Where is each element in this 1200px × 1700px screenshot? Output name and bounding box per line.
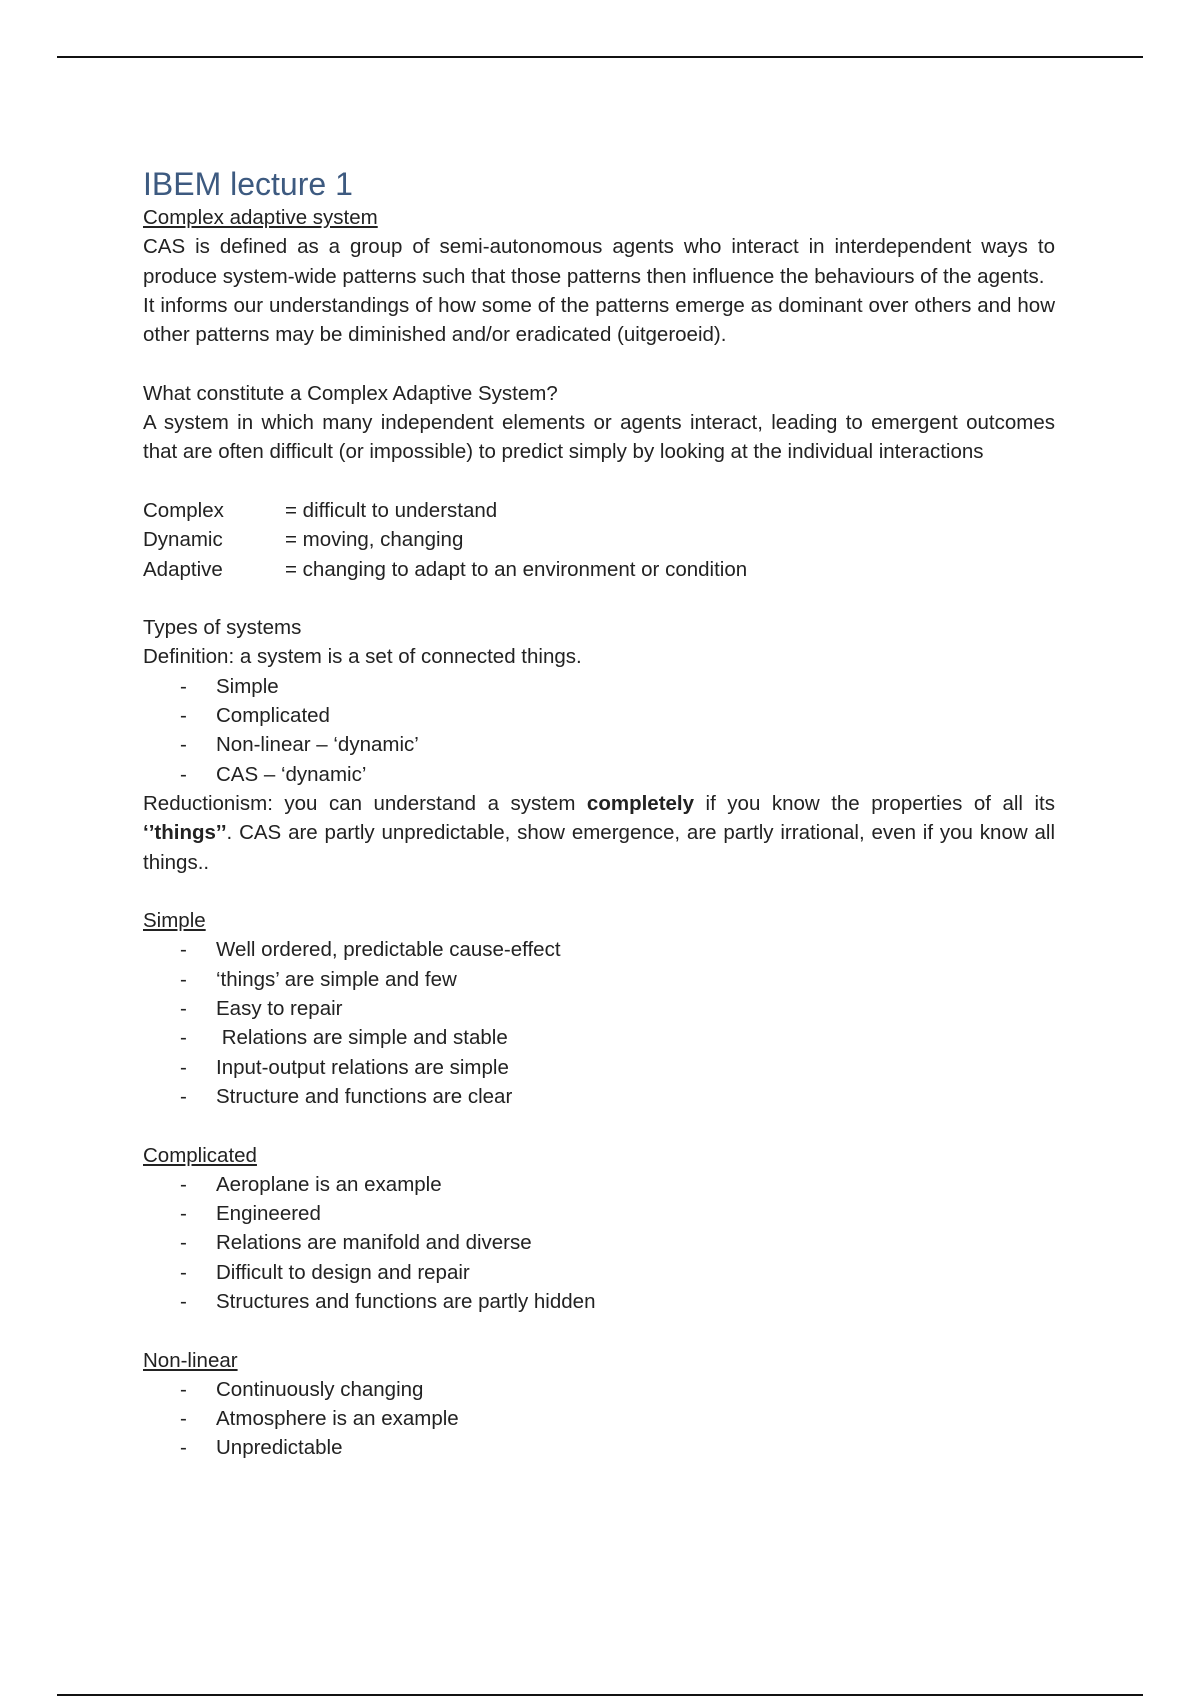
header-rule — [57, 56, 1143, 58]
footer-rule — [57, 1694, 1143, 1696]
cas-paragraph-1: CAS is defined as a group of semi-autonomous agents who interact in interdependent ways to produce system-wide patterns such that those patterns then influence the behaviours of the agents. — [143, 235, 1055, 288]
spacer — [143, 467, 1055, 496]
spacer — [143, 1316, 1055, 1345]
list-item: - Simple — [143, 672, 1055, 701]
definition-term: Dynamic — [143, 528, 223, 552]
types-list — [143, 672, 1055, 789]
list-item: - Aeroplane is an example — [143, 1170, 1055, 1199]
list-item: - Atmosphere is an example — [143, 1404, 1055, 1433]
definition-meaning: = changing to adapt to an environment or condition — [285, 557, 748, 581]
list-item: - CAS – ‘dynamic’ — [143, 760, 1055, 789]
complicated-list — [143, 1170, 1055, 1316]
spacer — [143, 877, 1055, 906]
definition-row — [143, 555, 1055, 584]
list-item: - Structure and functions are clear — [143, 1082, 1055, 1111]
types-definition: Definition: a system is a set of connected things. — [143, 645, 582, 669]
list-item: - Engineered — [143, 1199, 1055, 1228]
nonlinear-heading: Non-linear — [143, 1348, 238, 1372]
reductionism-text: if you know the properties of all its — [694, 791, 1055, 815]
definition-row — [143, 496, 1055, 525]
document-page — [143, 165, 1055, 1463]
list-item: - Relations are simple and stable — [143, 1023, 1055, 1052]
list-item: - Difficult to design and repair — [143, 1258, 1055, 1287]
reductionism-quote-close: ’’ — [215, 821, 227, 845]
spacer — [143, 1111, 1055, 1140]
simple-list — [143, 935, 1055, 1111]
list-item: - Well ordered, predictable cause-effect — [143, 935, 1055, 964]
complicated-heading: Complicated — [143, 1143, 257, 1167]
definition-term: Complex — [143, 498, 224, 522]
reductionism-paragraph — [143, 789, 1055, 877]
spacer — [143, 584, 1055, 613]
list-item: - Easy to repair — [143, 994, 1055, 1023]
simple-heading: Simple — [143, 909, 206, 933]
list-item: - Relations are manifold and diverse — [143, 1228, 1055, 1257]
spacer — [143, 349, 1055, 378]
list-item: - Complicated — [143, 701, 1055, 730]
list-item: - Non-linear – ‘dynamic’ — [143, 730, 1055, 759]
cas-heading: Complex adaptive system — [143, 206, 378, 229]
list-item: - Continuously changing — [143, 1375, 1055, 1404]
list-item: - Unpredictable — [143, 1433, 1055, 1462]
reductionism-emphasis: things — [154, 821, 216, 845]
reductionism-quote-open: ‘’ — [143, 821, 155, 845]
document-title: IBEM lecture 1 — [143, 166, 353, 202]
definition-list — [143, 496, 1055, 584]
reductionism-text: Reductionism: you can understand a system — [143, 791, 587, 815]
list-item: - Input-output relations are simple — [143, 1053, 1055, 1082]
reductionism-emphasis: completely — [586, 791, 695, 815]
definition-term: Adaptive — [143, 557, 223, 581]
list-item: - ‘things’ are simple and few — [143, 965, 1055, 994]
types-heading: Types of systems — [143, 616, 302, 640]
definition-meaning: = difficult to understand — [285, 498, 498, 522]
definition-meaning: = moving, changing — [285, 528, 464, 552]
reductionism-text: . CAS are partly unpredictable, show emergence, are partly irrational, even if you know all things.. — [143, 821, 1055, 874]
list-item: - Structures and functions are partly hidden — [143, 1287, 1055, 1316]
definition-row — [143, 525, 1055, 554]
cas-paragraph-2: It informs our understandings of how some of the patterns emerge as dominant over others and how other patterns may be diminished and/or eradicated (uitgeroeid). — [143, 293, 1055, 347]
constitute-answer: A system in which many independent elements or agents interact, leading to emergent outcomes that are often difficult (or impossible) to predict simply by looking at the individual interactions — [143, 411, 1055, 464]
nonlinear-list — [143, 1375, 1055, 1463]
constitute-question: What constitute a Complex Adaptive System? — [143, 381, 558, 405]
